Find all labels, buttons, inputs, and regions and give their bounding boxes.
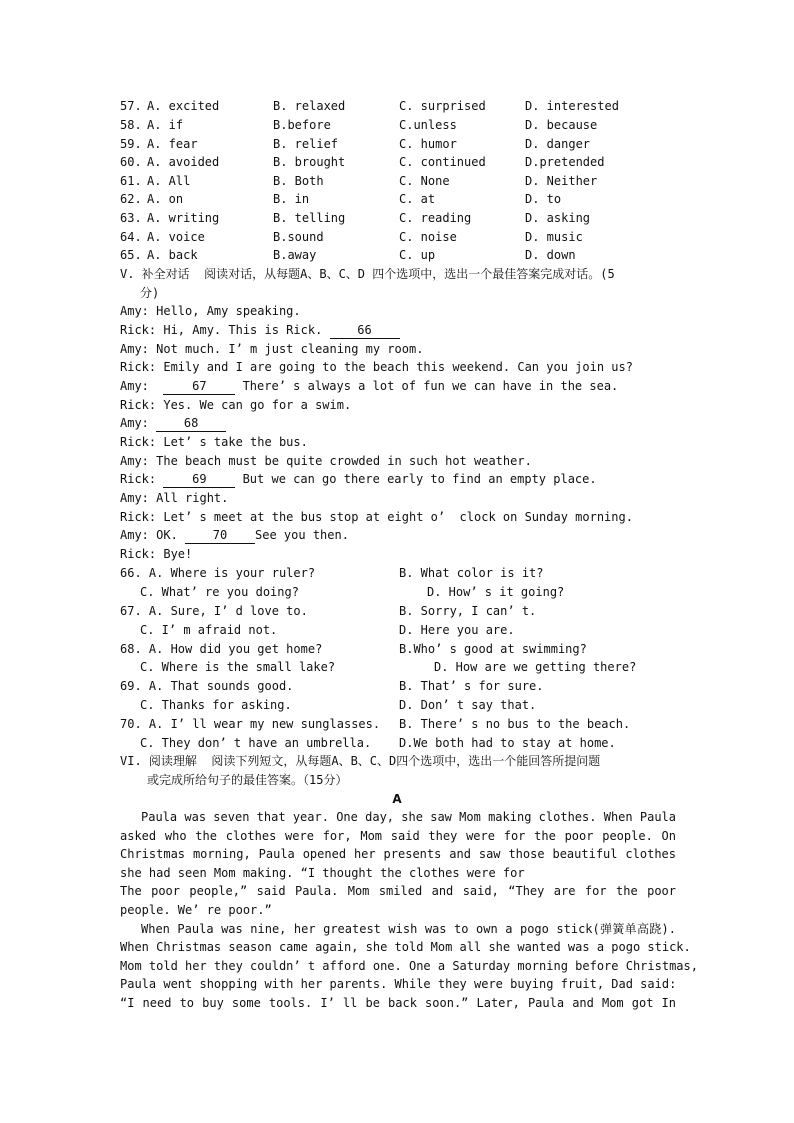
cloze-option-row bbox=[0, 135, 794, 153]
dialogue-text bbox=[120, 526, 349, 544]
option-a: A. writing bbox=[147, 211, 220, 225]
dialogue-text: Rick: Yes. We can go for a swim. bbox=[120, 398, 352, 412]
section-heading-text: VI. 阅读理解 阅读下列短文，从每题A、B、C、D四个选项中，选出一个能回答所提问题 bbox=[120, 754, 601, 768]
option-d: D.pretended bbox=[525, 155, 605, 169]
dialogue-text: Amy: Hello, Amy speaking. bbox=[120, 304, 301, 318]
answer-blank: 66 bbox=[330, 323, 400, 339]
dialogue-text-segment: Amy: bbox=[120, 379, 164, 393]
dialogue-option-row bbox=[0, 696, 794, 714]
section-heading-continued bbox=[0, 771, 794, 789]
section-heading-continued bbox=[0, 284, 794, 302]
passage-line: Christmas morning, Paula opened her presents and saw those beautiful clothes bbox=[120, 847, 676, 862]
dialogue-line bbox=[0, 340, 794, 358]
dialogue-text: Amy: The beach must be quite crowded in such hot weather. bbox=[120, 454, 532, 468]
option-a: 70. A. I’ ll wear my new sunglasses. bbox=[120, 717, 381, 731]
section-heading-text: 分) bbox=[140, 286, 160, 300]
dialogue-text: Amy: All right. bbox=[120, 491, 229, 505]
option-c: C. None bbox=[399, 174, 450, 188]
option-b: B. relief bbox=[273, 137, 339, 151]
cloze-option-row bbox=[0, 116, 794, 134]
dialogue-option-row bbox=[0, 658, 794, 676]
dialogue-text-segment: Rick: Hi, Amy. This is Rick. bbox=[120, 323, 330, 337]
option-b: B.before bbox=[273, 118, 331, 132]
dialogue-text-segment: There’ s always a lot of fun we can have in the sea. bbox=[235, 379, 619, 393]
dialogue-line bbox=[0, 396, 794, 414]
answer-blank: 68 bbox=[156, 416, 226, 432]
option-b: B. relaxed bbox=[273, 99, 346, 113]
dialogue-text bbox=[120, 321, 400, 339]
question-number: 62. bbox=[120, 192, 142, 206]
answer-blank: 70 bbox=[185, 528, 255, 544]
dialogue-text bbox=[120, 377, 618, 395]
option-d: D. Here you are. bbox=[399, 623, 515, 637]
dialogue-option-row bbox=[0, 715, 794, 733]
dialogue-text: Rick: Bye! bbox=[120, 547, 193, 561]
passage-line: When Christmas season came again, she told Mom all she wanted was a pogo stick. bbox=[120, 940, 691, 955]
option-b: B. What color is it? bbox=[399, 566, 544, 580]
question-number: 60. bbox=[120, 155, 142, 169]
question-number: 59. bbox=[120, 137, 142, 151]
cloze-option-row bbox=[0, 228, 794, 246]
option-d: D. music bbox=[525, 230, 583, 244]
option-a: 66. A. Where is your ruler? bbox=[120, 566, 316, 580]
option-c: C. at bbox=[399, 192, 436, 206]
dialogue-line bbox=[0, 377, 794, 395]
option-b: B. brought bbox=[273, 155, 346, 169]
question-number: 63. bbox=[120, 211, 142, 225]
option-d: D. because bbox=[525, 118, 598, 132]
answer-blank: 69 bbox=[163, 472, 235, 488]
option-a: A. voice bbox=[147, 230, 205, 244]
option-a: A. excited bbox=[147, 99, 220, 113]
question-number: 57. bbox=[120, 99, 142, 113]
question-number: 65. bbox=[120, 248, 142, 262]
dialogue-text-segment: See you then. bbox=[255, 528, 349, 542]
dialogue-text-segment: Rick: bbox=[120, 472, 164, 486]
dialogue-option-row bbox=[0, 621, 794, 639]
option-a: A. All bbox=[147, 174, 191, 188]
passage-title: A bbox=[392, 792, 402, 806]
option-a: 67. A. Sure, I’ d love to. bbox=[120, 604, 308, 618]
option-a: A. fear bbox=[147, 137, 198, 151]
option-d: D.We both had to stay at home. bbox=[399, 736, 616, 750]
option-d: D. to bbox=[525, 192, 562, 206]
dialogue-option-row bbox=[0, 734, 794, 752]
dialogue-option-row bbox=[0, 564, 794, 582]
dialogue-option-row bbox=[0, 677, 794, 695]
option-b: B.Who’ s good at swimming? bbox=[399, 642, 587, 656]
dialogue-text bbox=[120, 414, 226, 432]
option-d: D. Neither bbox=[525, 174, 598, 188]
dialogue-option-row bbox=[0, 602, 794, 620]
passage-line: Paula went shopping with her parents. While they were buying fruit, Dad said: bbox=[120, 977, 677, 992]
passage-line: “I need to buy some tools. I’ ll be back soon.” Later, Paula and Mom got In bbox=[120, 995, 676, 1010]
answer-blank: 67 bbox=[163, 379, 235, 395]
option-d: D. interested bbox=[525, 99, 619, 113]
cloze-option-row bbox=[0, 172, 794, 190]
option-a: 68. A. How did you get home? bbox=[120, 642, 323, 656]
option-c: C. reading bbox=[399, 211, 472, 225]
dialogue-line bbox=[0, 414, 794, 432]
option-c: C.unless bbox=[399, 118, 457, 132]
option-d: D. Don’ t say that. bbox=[399, 698, 537, 712]
option-d: D. down bbox=[525, 248, 576, 262]
passage-line: she had seen Mom making. “I thought the clothes were for bbox=[120, 865, 525, 880]
option-a: 69. A. That sounds good. bbox=[120, 679, 294, 693]
dialogue-text-segment: Amy: OK. bbox=[120, 528, 186, 542]
option-a: A. if bbox=[147, 118, 184, 132]
dialogue-text bbox=[120, 470, 597, 488]
section-heading-text: 或完成所给句子的最佳答案。（15分） bbox=[147, 773, 348, 787]
option-c: C. surprised bbox=[399, 99, 486, 113]
dialogue-text: Rick: Let’ s take the bus. bbox=[120, 435, 308, 449]
option-d: D. How are we getting there? bbox=[434, 660, 637, 674]
option-c: C. I’ m afraid not. bbox=[140, 623, 278, 637]
cloze-option-row bbox=[0, 209, 794, 227]
option-a: A. avoided bbox=[147, 155, 220, 169]
dialogue-text: Rick: Emily and I are going to the beach this weekend. Can you join us? bbox=[120, 360, 633, 374]
passage-line: Mom told her they couldn’ t afford one. One a Saturday morning before Christmas, bbox=[120, 958, 698, 973]
section-heading bbox=[0, 265, 794, 283]
option-a: A. on bbox=[147, 192, 184, 206]
dialogue-line bbox=[0, 452, 794, 470]
dialogue-line bbox=[0, 302, 794, 320]
dialogue-line bbox=[0, 545, 794, 563]
dialogue-line bbox=[0, 358, 794, 376]
option-d: D. danger bbox=[525, 137, 591, 151]
option-d: D. asking bbox=[525, 211, 591, 225]
dialogue-text-segment: Amy: bbox=[120, 416, 157, 430]
cloze-option-row bbox=[0, 97, 794, 115]
dialogue-text: Amy: Not much. I’ m just cleaning my room. bbox=[120, 342, 424, 356]
passage-paragraph bbox=[120, 808, 698, 1013]
option-b: B.away bbox=[273, 248, 317, 262]
dialogue-line bbox=[0, 526, 794, 544]
dialogue-option-row bbox=[0, 640, 794, 658]
option-c: C. They don’ t have an umbrella. bbox=[140, 736, 372, 750]
question-number: 58. bbox=[120, 118, 142, 132]
option-c: C. up bbox=[399, 248, 436, 262]
passage-line: When Paula was nine, her greatest wish was to own a pogo stick(弹簧单高跷). bbox=[141, 921, 676, 936]
section-heading bbox=[0, 752, 794, 770]
dialogue-line bbox=[0, 470, 794, 488]
dialogue-text: Rick: Let’ s meet at the bus stop at eight o’ clock on Sunday morning. bbox=[120, 510, 633, 524]
option-b: B. Sorry, I can’ t. bbox=[399, 604, 537, 618]
option-b: B. There’ s no bus to the beach. bbox=[399, 717, 631, 731]
dialogue-line bbox=[0, 508, 794, 526]
option-c: C. humor bbox=[399, 137, 457, 151]
passage-line: asked who the clothes were for, Mom said they were for the poor people. On bbox=[120, 828, 676, 843]
option-b: B. telling bbox=[273, 211, 346, 225]
option-b: B. Both bbox=[273, 174, 324, 188]
dialogue-text-segment: But we can go there early to find an empty place. bbox=[235, 472, 597, 486]
question-number: 64. bbox=[120, 230, 142, 244]
option-a: A. back bbox=[147, 248, 198, 262]
option-b: B. in bbox=[273, 192, 310, 206]
question-number: 61. bbox=[120, 174, 142, 188]
option-d: D. How’ s it going? bbox=[427, 585, 565, 599]
option-c: C. noise bbox=[399, 230, 457, 244]
dialogue-option-row bbox=[0, 583, 794, 601]
option-c: C. Where is the small lake? bbox=[140, 660, 336, 674]
dialogue-line bbox=[0, 321, 794, 339]
passage-line: The poor people,” said Paula. Mom smiled and said, “They are for the poor bbox=[120, 884, 676, 899]
option-c: C. Thanks for asking. bbox=[140, 698, 292, 712]
cloze-option-row bbox=[0, 190, 794, 208]
option-b: B.sound bbox=[273, 230, 324, 244]
option-c: C. continued bbox=[399, 155, 486, 169]
option-b: B. That’ s for sure. bbox=[399, 679, 544, 693]
passage-line: Paula was seven that year. One day, she saw Mom making clothes. When Paula bbox=[141, 810, 676, 824]
dialogue-line bbox=[0, 489, 794, 507]
passage-line: people. We’ re poor.” bbox=[120, 902, 272, 917]
cloze-option-row bbox=[0, 153, 794, 171]
section-heading-text: V. 补全对话 阅读对话，从每题A、B、C、D 四个选项中，选出一个最佳答案完成对话。(5 bbox=[120, 267, 615, 281]
option-c: C. What’ re you doing? bbox=[140, 585, 299, 599]
dialogue-line bbox=[0, 433, 794, 451]
cloze-option-row bbox=[0, 246, 794, 264]
